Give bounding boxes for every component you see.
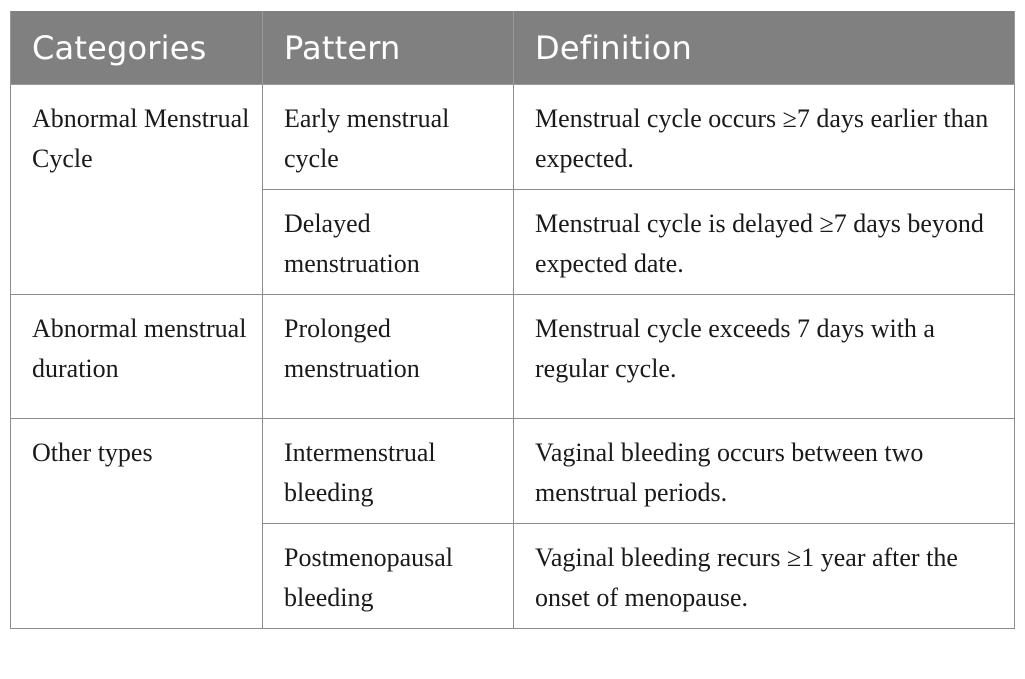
pattern-cell: Postmenopausal bleeding (263, 524, 514, 629)
header-categories: Categories (11, 11, 263, 85)
pattern-cell: Delayed menstruation (263, 190, 514, 295)
table-row (11, 85, 1015, 190)
menstrual-patterns-table (10, 11, 1015, 629)
definition-cell: Vaginal bleeding occurs between two menstrual periods. (514, 419, 1015, 524)
definition-cell: Menstrual cycle exceeds 7 days with a regular cycle. (514, 295, 1015, 419)
table-row (11, 419, 1015, 524)
category-cell: Abnormal menstrual duration (11, 295, 263, 419)
pattern-cell: Intermenstrual bleeding (263, 419, 514, 524)
definition-cell: Menstrual cycle is delayed ≥7 days beyond expected date. (514, 190, 1015, 295)
category-cell: Abnormal Menstrual Cycle (11, 85, 263, 295)
header-row (11, 11, 1015, 85)
header-pattern: Pattern (263, 11, 514, 85)
category-cell: Other types (11, 419, 263, 629)
header-definition: Definition (514, 11, 1015, 85)
table-row (11, 295, 1015, 419)
definition-cell: Menstrual cycle occurs ≥7 days earlier than expected. (514, 85, 1015, 190)
pattern-cell: Early menstrual cycle (263, 85, 514, 190)
definition-cell: Vaginal bleeding recurs ≥1 year after the onset of menopause. (514, 524, 1015, 629)
menstrual-patterns-table-container (10, 11, 1014, 629)
pattern-cell: Prolonged menstruation (263, 295, 514, 419)
